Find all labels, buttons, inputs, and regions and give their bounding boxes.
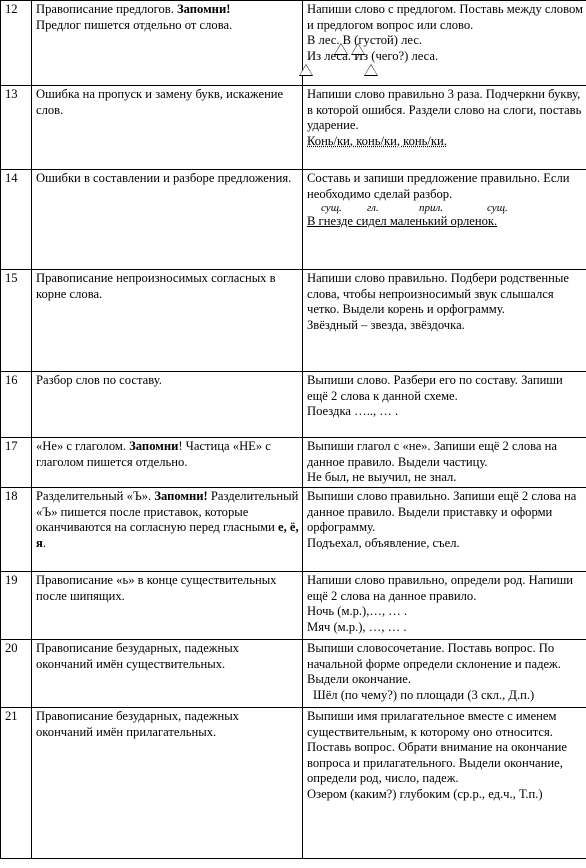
table-row bbox=[1, 438, 586, 488]
example-line bbox=[307, 787, 583, 803]
task-cell bbox=[303, 170, 586, 270]
table-row bbox=[1, 572, 586, 640]
task-cell bbox=[303, 572, 586, 640]
pos-label: прил. bbox=[419, 202, 444, 215]
rule-topic: Ошибка на пропуск и замену букв, искажение слов. bbox=[32, 86, 303, 170]
example-line bbox=[307, 604, 583, 620]
table-row bbox=[1, 1, 586, 86]
example-text: Из леса. Из (чего?) леса. bbox=[307, 48, 439, 63]
remember-label: Запомни! bbox=[154, 489, 208, 503]
rule-topic: Правописание «ь» в конце существительных после шипящих. bbox=[32, 572, 303, 640]
row-number: 21 bbox=[1, 708, 32, 859]
topic-text: ! Частица «НЕ» с глаголом пишется отдельно. bbox=[36, 439, 271, 469]
triangle-icon bbox=[350, 42, 366, 58]
remember-label: Запомни! bbox=[177, 2, 231, 16]
rule-topic bbox=[32, 1, 303, 86]
rule-topic: Правописание безударных, падежных окончаний имён существительных. bbox=[32, 640, 303, 708]
example-text: Подъехал, объявление, съел. bbox=[307, 535, 460, 550]
row-number: 14 bbox=[1, 170, 32, 270]
task-cell bbox=[303, 640, 586, 708]
rule-topic bbox=[32, 488, 303, 572]
example-text: Конь/ки, конь/ки, конь/ки. bbox=[307, 133, 447, 148]
example-line bbox=[307, 134, 583, 150]
row-number: 19 bbox=[1, 572, 32, 640]
topic-text: Правописание предлогов. bbox=[36, 2, 178, 16]
task-text: Выпиши словосочетание. Поставь вопрос. По начальной форме определи склонение и падеж. Выдели окончание. bbox=[307, 641, 561, 687]
parts-of-speech-labels bbox=[307, 202, 583, 214]
rule-topic: Правописание непроизносимых согласных в корне слова. bbox=[32, 270, 303, 372]
task-cell bbox=[303, 708, 586, 859]
task-text: Напиши слово правильно. Подбери родственные слова, чтобы непроизносимый звук слышался четко. Выдели корень и орфограмму. bbox=[307, 271, 569, 317]
example-text: В гнезде сидел маленький орленок. bbox=[307, 214, 498, 229]
example-text: Озером (каким?) глубоким (ср.р., ед.ч., Т.п.) bbox=[307, 786, 543, 801]
example-line bbox=[307, 688, 583, 704]
pos-label: сущ. bbox=[487, 202, 508, 215]
example-line bbox=[307, 620, 583, 636]
example-line bbox=[307, 404, 583, 420]
pos-label: сущ. bbox=[321, 202, 342, 215]
rule-topic: Разбор слов по составу. bbox=[32, 372, 303, 438]
example-line bbox=[307, 536, 583, 552]
task-text: Составь и запиши предложение правильно. Если необходимо сделай разбор. bbox=[307, 171, 570, 201]
row-number: 13 bbox=[1, 86, 32, 170]
example-line bbox=[307, 318, 583, 334]
task-text: Напиши слово правильно 3 раза. Подчеркни букву, в которой ошибся. Раздели слово на слоги, поставь ударение. bbox=[307, 87, 582, 133]
task-text: Выпиши имя прилагательное вместе с именем существительным, к которому оно относится. Поставь вопрос. Обрати внимание на окончание вопроса и прилагательного. Выдели окончание, определи род, число, падеж. bbox=[307, 709, 567, 786]
rule-topic: Ошибки в составлении и разборе предложения. bbox=[32, 170, 303, 270]
table-row bbox=[1, 708, 586, 859]
example-text: Поездка ….., … . bbox=[307, 404, 399, 419]
task-cell bbox=[303, 270, 586, 372]
topic-text: Разделительный «Ъ» пишется после приставок, которые оканчиваются на согласную перед гласными bbox=[36, 489, 299, 535]
task-text: Выпиши слово. Разбери его по составу. Запиши ещё 2 слова к данной схеме. bbox=[307, 373, 563, 403]
example-text: Не был, не выучил, не знал. bbox=[307, 470, 457, 485]
example-text: Мяч (м.р.), …, … . bbox=[307, 619, 407, 634]
task-cell bbox=[303, 1, 586, 86]
row-number: 20 bbox=[1, 640, 32, 708]
row-number: 12 bbox=[1, 1, 32, 86]
example-line bbox=[307, 214, 583, 230]
topic-text: Разделительный «Ъ». bbox=[36, 489, 155, 503]
task-cell bbox=[303, 86, 586, 170]
example-text: Звёздный – звезда, звёздочка. bbox=[307, 317, 465, 332]
table-row bbox=[1, 640, 586, 708]
triangle-icon bbox=[333, 42, 349, 58]
task-cell bbox=[303, 372, 586, 438]
rule-topic bbox=[32, 438, 303, 488]
task-text: Напиши слово с предлогом. Поставь между словом и предлогом вопрос или слово. bbox=[307, 2, 583, 32]
triangle-icon bbox=[303, 63, 315, 79]
example-text: Ночь (м.р.),…, … . bbox=[307, 604, 408, 619]
example-text: В лес. В (густой) лес. bbox=[307, 33, 423, 48]
topic-text: . bbox=[42, 535, 46, 550]
row-number: 15 bbox=[1, 270, 32, 372]
task-text: Выпиши глагол с «не». Запиши ещё 2 слова на данное правило. Выдели частицу. bbox=[307, 439, 557, 469]
table-row bbox=[1, 372, 586, 438]
triangle-icon bbox=[363, 63, 379, 79]
topic-text: Предлог пишется отдельно от слова. bbox=[36, 17, 233, 32]
task-cell bbox=[303, 438, 586, 488]
example-text: Шёл (по чему?) по площади (3 скл., Д.п.) bbox=[313, 687, 535, 702]
task-text: Напиши слово правильно, определи род. Напиши ещё 2 слова на данное правило. bbox=[307, 573, 574, 603]
pos-label: гл. bbox=[367, 202, 379, 215]
task-cell bbox=[303, 488, 586, 572]
remember-label: Запомни bbox=[129, 439, 179, 453]
table-row bbox=[1, 488, 586, 572]
row-number: 16 bbox=[1, 372, 32, 438]
table-row bbox=[1, 170, 586, 270]
example-line bbox=[307, 470, 583, 486]
topic-text: «Не» с глаголом. bbox=[36, 439, 130, 453]
table-row bbox=[1, 86, 586, 170]
row-number: 17 bbox=[1, 438, 32, 488]
rule-topic: Правописание безударных, падежных окончаний имён прилагательных. bbox=[32, 708, 303, 859]
table-row bbox=[1, 270, 586, 372]
task-text: Выпиши слово правильно. Запиши ещё 2 слова на данное правило. Выдели приставку и оформи орфограмму. bbox=[307, 489, 577, 535]
row-number: 18 bbox=[1, 488, 32, 572]
vowels-label: е, ё, я bbox=[36, 520, 299, 550]
